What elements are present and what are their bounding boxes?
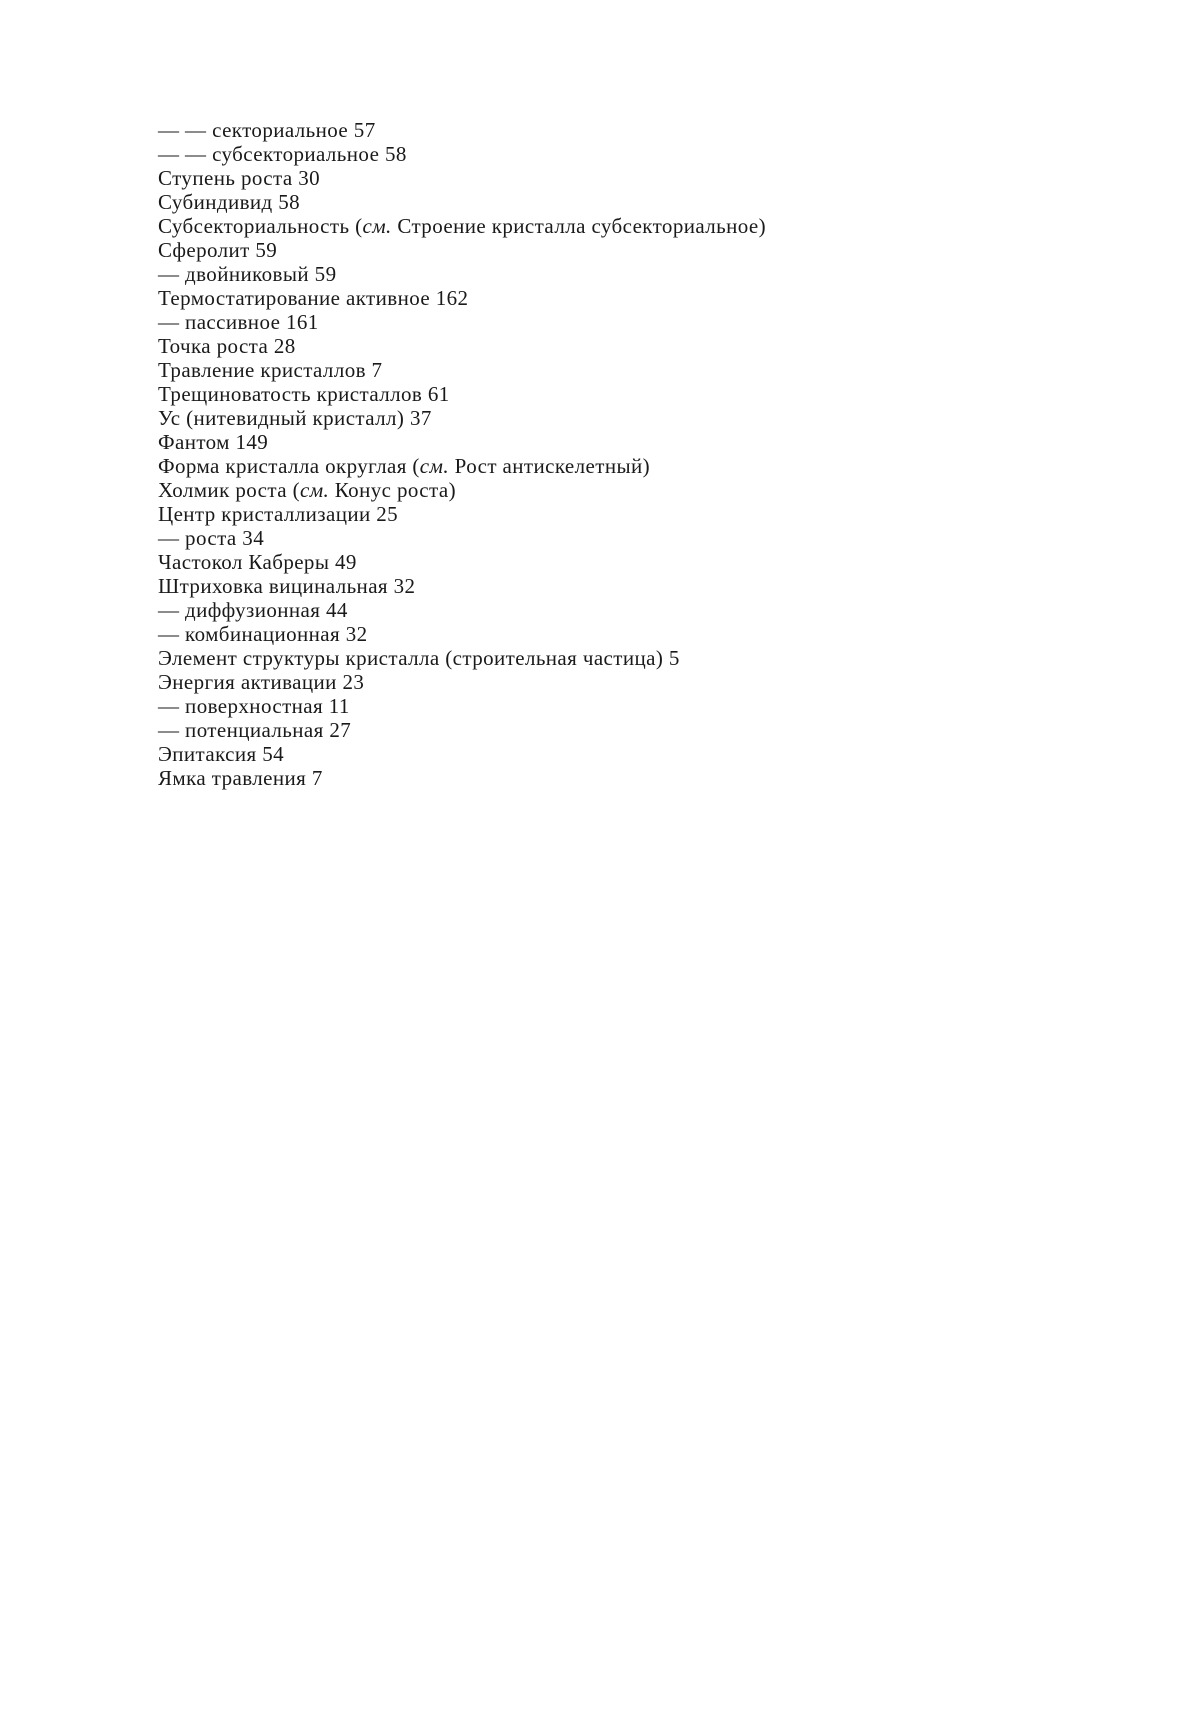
- entry-text: Конус роста): [329, 478, 456, 502]
- index-entry: Сферолит 59: [158, 238, 278, 262]
- see-reference: см.: [362, 214, 392, 238]
- index-entry: Энергия активации 23: [158, 670, 365, 694]
- index-entry: Субиндивид 58: [158, 190, 301, 214]
- index-entry: Штриховка вицинальная 32: [158, 574, 416, 598]
- index-entry: Трещиноватость кристаллов 61: [158, 382, 450, 406]
- index-entry: Травление кристаллов 7: [158, 358, 383, 382]
- index-entry: Элемент структуры кристалла (строительная частица) 5: [158, 646, 680, 670]
- index-entry: Центр кристаллизации 25: [158, 502, 399, 526]
- index-entry: [158, 478, 766, 502]
- entry-text: Холмик роста (: [158, 478, 300, 502]
- index-entry: Ямка травления 7: [158, 766, 323, 790]
- entry-text: Субсекториальность (: [158, 214, 363, 238]
- index-entry: — поверхностная 11: [158, 694, 350, 718]
- index-entry: Термостатирование активное 162: [158, 286, 469, 310]
- entry-text: Форма кристалла округлая (: [158, 454, 420, 478]
- entry-text: Строение кристалла субсекториальное): [391, 214, 767, 238]
- see-reference: см.: [299, 478, 330, 502]
- index-entry: — диффузионная 44: [158, 598, 348, 622]
- index-entry: Ступень роста 30: [158, 166, 321, 190]
- index-entry: — пассивное 161: [158, 310, 319, 334]
- subject-index-list: [158, 118, 766, 790]
- index-entry: — — субсекториальное 58: [158, 142, 407, 166]
- entry-text: Рост антискелетный): [448, 454, 651, 478]
- index-entry: — роста 34: [158, 526, 265, 550]
- index-entry: — потенциальная 27: [158, 718, 352, 742]
- index-entry: — комбинационная 32: [158, 622, 368, 646]
- index-entry: Фантом 149: [158, 430, 269, 454]
- index-entry: Эпитаксия 54: [158, 742, 285, 766]
- index-entry: [158, 214, 766, 238]
- see-reference: см.: [419, 454, 449, 478]
- index-entry: Частокол Кабреры 49: [158, 550, 357, 574]
- index-entry: Точка роста 28: [158, 334, 296, 358]
- index-entry: — — секториальное 57: [158, 118, 376, 142]
- index-entry: [158, 454, 766, 478]
- index-entry: — двойниковый 59: [158, 262, 337, 286]
- index-entry: Ус (нитевидный кристалл) 37: [158, 406, 432, 430]
